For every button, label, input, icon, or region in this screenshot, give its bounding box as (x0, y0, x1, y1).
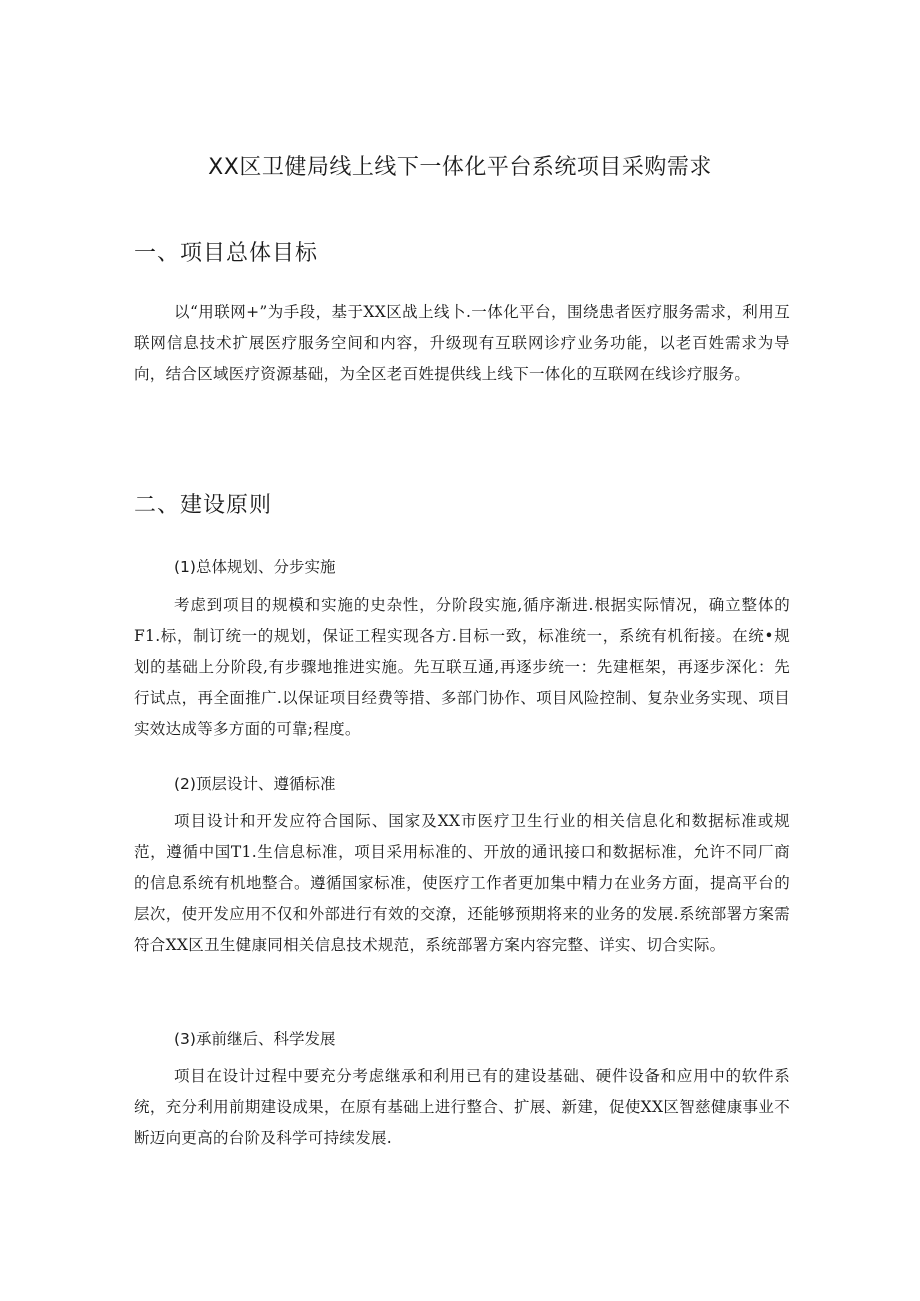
section-heading-project-goal: 一、项目总体目标 (134, 241, 319, 266)
subheading-scientific-development: (3)承前继后、科学发展 (174, 1030, 336, 1048)
paragraph-top-level-design: 项目设计和开发应符合国际、国家及XX市医疗卫生行业的相关信息化和数据标准或规范，遵循中国T1.生信息标准，项目采用标准的、开放的通讯接口和数据标准，允许不同厂商的信息系统有机地整合。遵循国家标准，使医疗工作者更加集中精力在业务方面，提高平台的层次，使开发应用不仅和外部进行有效的交潦，还能够预期将来的业务的发展.系统部署方案需符合XX区丑生健康同相关信息技术规范，系统部署方案内容完整、详实、切合实际。 (134, 812, 790, 954)
document-title: XX区卫健局线上线下一体化平台系统项目采购需求 (208, 155, 712, 180)
subheading-overall-planning: (1)总体规划、分步实施 (174, 558, 336, 576)
section-heading-construction-principles: 二、建设原则 (134, 493, 273, 518)
paragraph-overall-planning: 考虑到项目的规模和实施的史杂性，分阶段实施,循序渐进.根据实际情况，确立整体的F1.标，制订统一的规划，保证工程实现各方.目标一致，标准统一，系统有机衔接。在统•规划的基础上分阶段,有步骤地推进实施。先互联互通,再逐步统一：先建框架，再逐步深化：先行试点，再全面推广.以保证项目经费等措、多部门协作、项目风险控制、复杂业务实现、项目实效达成等多方面的可靠;程度。 (134, 596, 790, 738)
subheading-top-level-design: (2)顶层设计、遵循标准 (174, 775, 336, 793)
paragraph-scientific-development: 项目在设计过程中要充分考虑继承和利用已有的建设基础、硬件设备和应用中的软件系统，充分利用前期建设成果，在原有基础上进行整合、扩展、新建，促使XX区智慈健康事业不断迈向更高的台阶及科学可持续发展. (134, 1067, 790, 1147)
paragraph-project-goal: 以“用联网+”为手段，基于XX区战上线卜.一体化平台，围绕患者医疗服务需求，利用互联网信息技术扩展医疗服务空间和内容，升级现有互联网诊疗业务功能，以老百姓需求为导向，结合区域医疗资源基础，为全区老百姓提供线上线下一体化的互联网在线诊疗服务。 (134, 303, 790, 383)
